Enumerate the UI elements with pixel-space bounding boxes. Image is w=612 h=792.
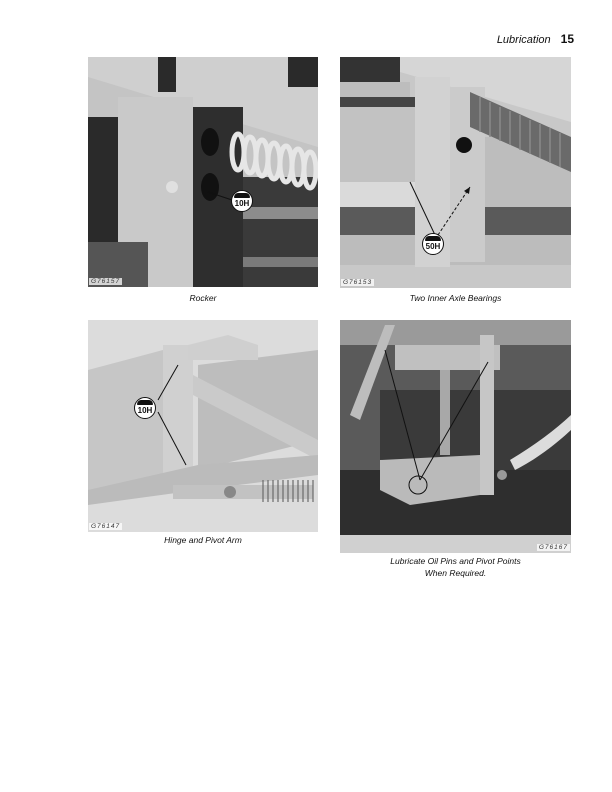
rocker-illustration xyxy=(88,57,318,287)
oil-pins-illustration xyxy=(340,320,571,553)
figure-code: G76167 xyxy=(538,544,568,551)
axle-bearings-illustration xyxy=(340,57,571,288)
section-title: Lubrication xyxy=(496,34,551,46)
photo-rocker xyxy=(88,57,318,287)
lubrication-interval-badge: 10H xyxy=(231,190,253,212)
caption-line-2: When Required. xyxy=(424,568,487,578)
figure-code: G76153 xyxy=(343,279,373,286)
page-number: 15 xyxy=(560,32,574,46)
lubrication-interval-badge: 50H xyxy=(422,233,444,255)
lubrication-interval-badge: 10H xyxy=(134,397,156,419)
photo-inner-axle-bearings xyxy=(340,57,571,288)
figure-caption: Rocker xyxy=(189,293,217,303)
page-header xyxy=(497,32,574,46)
figure-code: G76157 xyxy=(91,278,121,285)
hinge-pivot-illustration xyxy=(88,320,318,532)
photo-oil-pins-pivot-points xyxy=(340,320,571,553)
figure-caption: Hinge and Pivot Arm xyxy=(164,535,242,545)
caption-line-1: Lubricate Oil Pins and Pivot Points xyxy=(390,556,521,566)
figure-caption xyxy=(340,555,571,579)
figure-code: G76147 xyxy=(91,523,121,530)
figure-caption: Two Inner Axle Bearings xyxy=(409,293,502,303)
photo-hinge-pivot-arm xyxy=(88,320,318,532)
